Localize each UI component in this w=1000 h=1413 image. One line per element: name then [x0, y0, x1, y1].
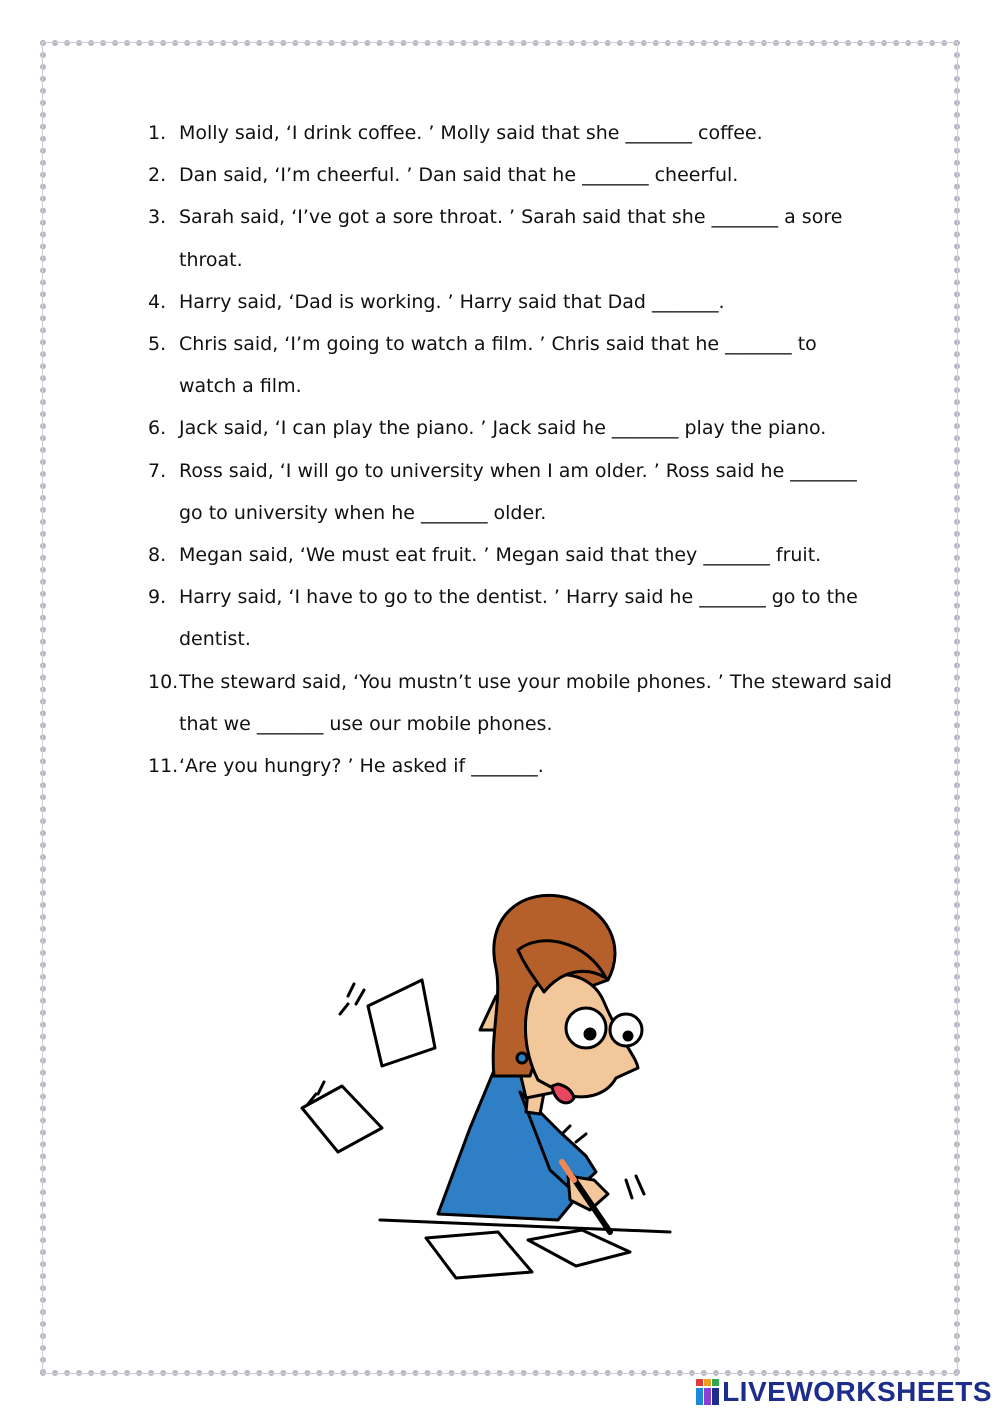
exercise-item: [148, 407, 908, 449]
exercise-line: Jack said, ‘I can play the piano. ’ Jack said he _______ play the piano.: [179, 417, 827, 440]
exercise-item: [148, 534, 908, 576]
desk-paper-icon: [528, 1230, 630, 1266]
exercise-line: Harry said, ‘Dad is working. ’ Harry said that Dad _______.: [179, 290, 725, 313]
exercise-item: [148, 745, 908, 787]
exercise-item: [148, 450, 908, 534]
exercise-number: 8.: [148, 544, 167, 567]
exercise-line: Megan said, ‘We must eat fruit. ’ Megan said that they _______ fruit.: [179, 544, 822, 567]
stressed-woman-writing-cartoon: [290, 880, 690, 1280]
exercise-number: 6.: [148, 417, 167, 440]
exercise-number: 7.: [148, 459, 167, 482]
brand-footer[interactable]: [696, 1375, 992, 1409]
exercise-number: 1.: [148, 122, 167, 144]
exercise-line: dentist.: [179, 628, 251, 651]
exercise-list: [148, 112, 908, 787]
exercise-item: [148, 154, 908, 196]
exercise-item: [148, 196, 908, 280]
exercise-item: [148, 281, 908, 323]
exercise-item: [148, 112, 908, 154]
exercise-line: go to university when he _______ older.: [179, 501, 547, 524]
exercise-number: 5.: [148, 333, 167, 356]
exercise-number: 4.: [148, 290, 167, 313]
liveworksheets-logo-icon: [696, 1378, 720, 1406]
exercise-item: [148, 323, 908, 407]
exercise-number: 9.: [148, 586, 167, 609]
exercise-number: 2.: [148, 164, 167, 187]
exercise-number: 3.: [148, 206, 167, 229]
exercise-number: 11.: [148, 755, 179, 778]
flying-paper-icon: [368, 980, 435, 1066]
desk-paper-icon: [426, 1232, 532, 1278]
exercise-item: [148, 576, 908, 660]
exercise-line: Sarah said, ‘I’ve got a sore throat. ’ Sarah said that she _______ a sore: [179, 206, 843, 229]
exercise-line: Harry said, ‘I have to go to the dentist. ’ Harry said he _______ go to the: [179, 586, 858, 609]
exercise-line: ‘Are you hungry? ’ He asked if _______.: [179, 755, 544, 778]
exercise-line: throat.: [179, 248, 243, 271]
exercise-line: Ross said, ‘I will go to university when I am older. ’ Ross said he _______: [179, 459, 857, 482]
exercise-line: that we _______ use our mobile phones.: [179, 712, 553, 735]
exercise-line: The steward said, ‘You mustn’t use your mobile phones. ’ The steward said: [179, 670, 892, 693]
brand-name: LIVEWORKSHEETS: [722, 1376, 992, 1407]
exercise-line: Molly said, ‘I drink coffee. ’ Molly said that she _______ coffee.: [179, 122, 763, 144]
exercise-item: [148, 661, 908, 745]
exercise-line: Dan said, ‘I’m cheerful. ’ Dan said that he _______ cheerful.: [179, 164, 739, 187]
exercise-line: watch a film.: [179, 375, 302, 398]
exercise-number: 10.: [148, 670, 179, 693]
exercise-line: Chris said, ‘I’m going to watch a film. ’ Chris said that he _______ to: [179, 333, 817, 356]
